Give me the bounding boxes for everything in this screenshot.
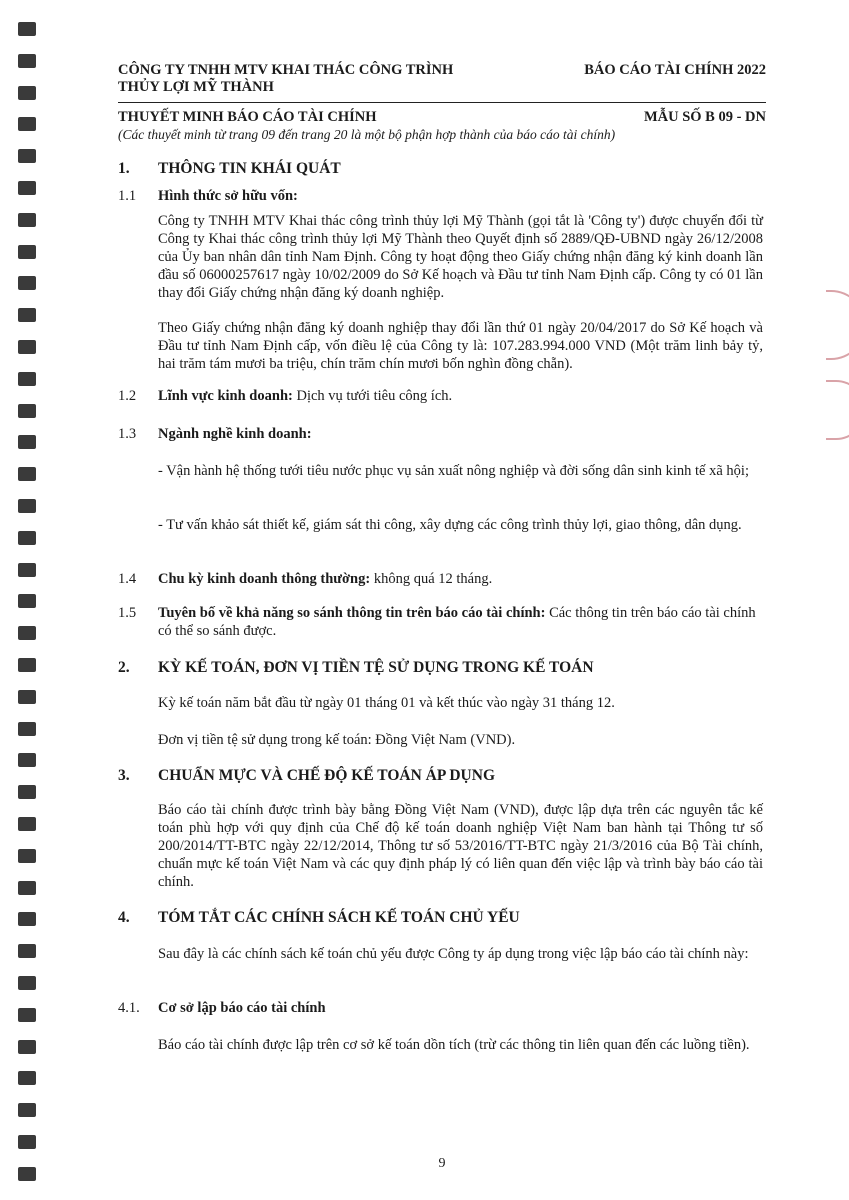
subsection-label: Tuyên bố về khả năng so sánh thông tin trên báo cáo tài chính: — [158, 605, 546, 621]
binding-hole — [18, 117, 36, 131]
subsection-number: 4.1. — [118, 1000, 140, 1016]
binding-hole — [18, 181, 36, 195]
subsection-1-2 — [118, 387, 766, 405]
section-title: CHUẨN MỰC VÀ CHẾ ĐỘ KẾ TOÁN ÁP DỤNG — [158, 767, 495, 784]
binding-hole — [18, 22, 36, 36]
section-number: 1. — [118, 160, 130, 177]
subsection-1-5 — [118, 604, 766, 640]
section-title: THÔNG TIN KHÁI QUÁT — [158, 160, 341, 177]
binding-hole — [18, 1135, 36, 1149]
subsection-text: Các thông tin trên báo cáo tài chính có thể so sánh được. — [158, 605, 756, 639]
subsection-1-4 — [118, 570, 766, 588]
binding-hole — [18, 690, 36, 704]
stamp-mark — [826, 380, 849, 440]
subsection-number: 1.3 — [118, 426, 137, 442]
binding-hole — [18, 849, 36, 863]
binding-hole — [18, 658, 36, 672]
binding-hole — [18, 86, 36, 100]
binding-hole — [18, 722, 36, 736]
binding-hole — [18, 435, 36, 449]
binding-hole — [18, 276, 36, 290]
binding-hole — [18, 467, 36, 481]
header-divider — [118, 102, 766, 103]
binding-hole — [18, 372, 36, 386]
page-number: 9 — [438, 1156, 446, 1171]
binding-hole — [18, 531, 36, 545]
subsection-label: Lĩnh vực kinh doanh: — [158, 388, 293, 404]
subsection-number: 1.2 — [118, 388, 137, 404]
binding-hole — [18, 340, 36, 354]
document-page — [118, 0, 766, 1200]
paragraph: Công ty TNHH MTV Khai thác công trình thủy lợi Mỹ Thành (gọi tắt là 'Công ty') được chuyển đổi từ Công ty Khai thác công trình thủy lợi Mỹ Thành theo Quyết định số 2889/QĐ-UBND ngày 26/12/2008 của Ủy ban nhân dân tỉnh Nam Định. Công ty hoạt động theo Giấy chứng nhận đăng ký kinh doanh lần đầu số 06000257617 ngày 10/02/2009 do Sở Kế hoạch và Đầu tư tỉnh Nam Định cấp. Công ty có 01 lần thay đổi Giấy chứng nhận đăng ký doanh nghiệp. — [158, 213, 763, 301]
binding-hole — [18, 785, 36, 799]
binding-hole — [18, 245, 36, 259]
binding-hole — [18, 912, 36, 926]
form-code: MẪU SỐ B 09 - DN — [643, 109, 766, 125]
binding-hole — [18, 54, 36, 68]
subsection-1-3-heading — [118, 425, 766, 443]
paragraph: Đơn vị tiền tệ sử dụng trong kế toán: Đồng Việt Nam (VND). — [158, 732, 516, 748]
binding-hole — [18, 1008, 36, 1022]
company-name-line2: THỦY LỢI MỸ THÀNH — [118, 79, 274, 95]
binding-hole — [18, 149, 36, 163]
report-title: BÁO CÁO TÀI CHÍNH 2022 — [584, 62, 766, 78]
paragraph: Sau đây là các chính sách kế toán chủ yếu được Công ty áp dụng trong việc lập báo cáo tài chính này: — [158, 946, 749, 962]
section-number: 3. — [118, 767, 130, 784]
binding-hole — [18, 1167, 36, 1181]
subsection-label: Chu kỳ kinh doanh thông thường: — [158, 571, 371, 587]
subsection-label: Ngành nghề kinh doanh: — [158, 426, 312, 442]
binding-holes — [18, 22, 38, 1182]
subsection-number: 1.5 — [118, 605, 137, 621]
binding-hole — [18, 753, 36, 767]
subsection-1-1-heading — [118, 187, 766, 205]
paragraph: Theo Giấy chứng nhận đăng ký doanh nghiệp thay đổi lần thứ 01 ngày 20/04/2017 do Sở Kế hoạch và Đầu tư tỉnh Nam Định cấp, vốn điều lệ của Công ty là: 107.283.994.000 VND (Một trăm linh bảy tỷ, hai trăm tám mươi ba triệu, chín trăm chín mươi bốn nghìn đồng chẵn). — [158, 320, 763, 372]
paragraph: Báo cáo tài chính được trình bày bằng Đồng Việt Nam (VND), được lập dựa trên các nguyên tắc kế toán phù hợp với quy định của Chế độ kế toán doanh nghiệp Việt Nam ban hành tại Thông tư số 200/2014/TT-BTC ngày 22/12/2014, Thông tư số 53/2016/TT-BTC ngày 21/3/2016 của Bộ Tài chính, chuẩn mực kế toán Việt Nam và các quy định pháp lý có liên quan đến việc lập và trình bày báo cáo tài chính. — [158, 802, 763, 890]
binding-hole — [18, 213, 36, 227]
document-title: THUYẾT MINH BÁO CÁO TÀI CHÍNH — [118, 109, 377, 125]
binding-hole — [18, 817, 36, 831]
section-number: 4. — [118, 909, 130, 926]
binding-hole — [18, 308, 36, 322]
binding-hole — [18, 404, 36, 418]
subsection-number: 1.1 — [118, 188, 137, 204]
subsection-number: 1.4 — [118, 571, 137, 587]
subsection-label: Hình thức sở hữu vốn: — [158, 188, 298, 204]
binding-hole — [18, 976, 36, 990]
subsection-text: không quá 12 tháng. — [370, 571, 493, 587]
subsection-label: Cơ sở lập báo cáo tài chính — [158, 1000, 326, 1016]
document-note: (Các thuyết minh từ trang 09 đến trang 20 là một bộ phận hợp thành của báo cáo tài chính) — [118, 127, 616, 142]
company-name — [118, 62, 518, 96]
paragraph: Báo cáo tài chính được lập trên cơ sở kế toán dồn tích (trừ các thông tin liên quan đến các luồng tiền). — [158, 1037, 750, 1053]
subsection-text: Dịch vụ tưới tiêu công ích. — [292, 388, 453, 404]
binding-hole — [18, 944, 36, 958]
binding-hole — [18, 594, 36, 608]
binding-hole — [18, 1103, 36, 1117]
paragraph: Kỳ kế toán năm bắt đầu từ ngày 01 tháng 01 và kết thúc vào ngày 31 tháng 12. — [158, 695, 615, 711]
section-title: KỲ KẾ TOÁN, ĐƠN VỊ TIỀN TỆ SỬ DỤNG TRONG KẾ TOÁN — [158, 659, 594, 676]
stamp-mark — [826, 290, 849, 360]
list-item: - Tư vấn khảo sát thiết kế, giám sát thi công, xây dựng các công trình thủy lợi, giao thông, dân dụng. — [158, 517, 742, 533]
binding-hole — [18, 1040, 36, 1054]
binding-hole — [18, 499, 36, 513]
list-item: - Vận hành hệ thống tưới tiêu nước phục vụ sản xuất nông nghiệp và đời sống dân sinh kinh tế xã hội; — [158, 463, 749, 479]
binding-hole — [18, 881, 36, 895]
subsection-4-1-heading — [118, 999, 766, 1017]
company-name-line1: CÔNG TY TNHH MTV KHAI THÁC CÔNG TRÌNH — [118, 62, 454, 78]
section-title: TÓM TẮT CÁC CHÍNH SÁCH KẾ TOÁN CHỦ YẾU — [158, 909, 520, 926]
section-number: 2. — [118, 659, 130, 676]
binding-hole — [18, 626, 36, 640]
binding-hole — [18, 563, 36, 577]
binding-hole — [18, 1071, 36, 1085]
